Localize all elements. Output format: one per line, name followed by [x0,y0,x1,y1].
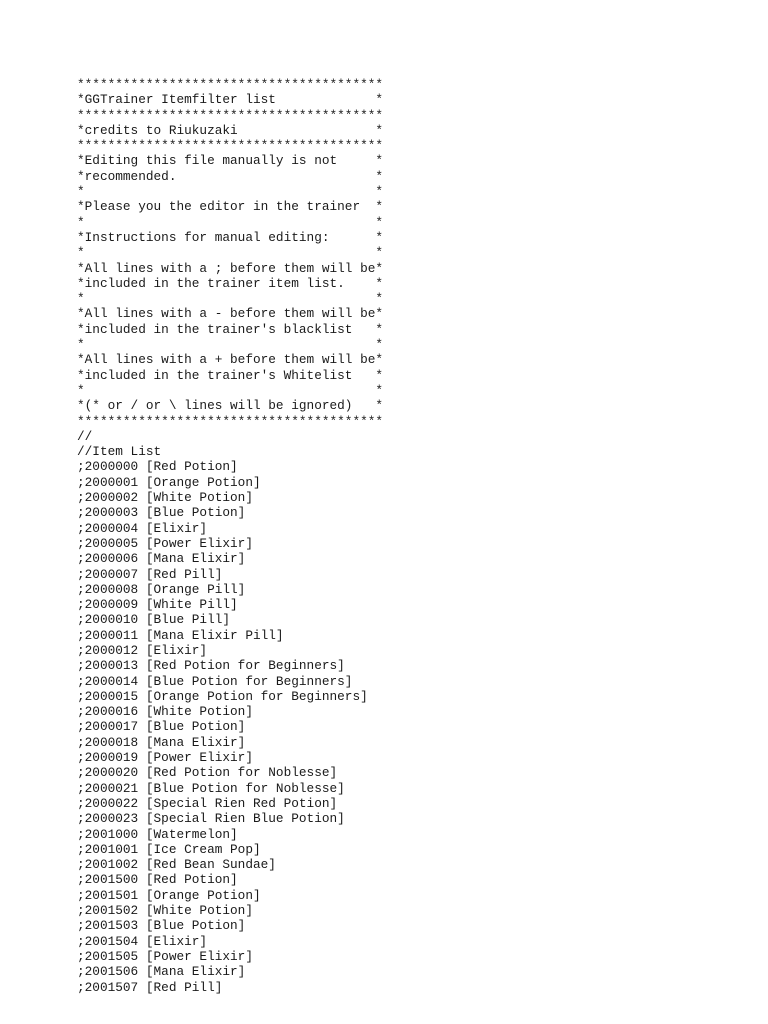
item-entry-line: ;2001001 [Ice Cream Pop] [77,841,261,857]
blank-comment-line: * * [77,337,384,353]
item-entry-line: ;2000010 [Blue Pill] [77,612,231,628]
instructions-heading-line: *Instructions for manual editing: * [77,229,384,245]
instruction-line: *All lines with a ; before them will be* [77,260,384,276]
header-border-line: **************************************** [77,107,384,123]
item-entry-line: ;2001504 [Elixir] [77,933,208,949]
item-entry-line: ;2000004 [Elixir] [77,520,208,536]
item-entry-line: ;2000015 [Orange Potion for Beginners] [77,688,368,704]
instruction-line: *All lines with a - before them will be* [77,306,384,322]
instruction-line: *All lines with a + before them will be* [77,352,384,368]
item-entry-line: ;2000003 [Blue Potion] [77,505,246,521]
item-entry-line: ;2000012 [Elixir] [77,642,208,658]
instruction-line: *included in the trainer's blacklist * [77,321,384,337]
item-entry-line: ;2000021 [Blue Potion for Noblesse] [77,780,345,796]
item-entry-line: ;2000013 [Red Potion for Beginners] [77,658,345,674]
blank-comment-line: * * [77,214,384,230]
item-entry-line: ;2000007 [Red Pill] [77,566,223,582]
item-entry-line: ;2000009 [White Pill] [77,597,238,613]
blank-comment-line: * * [77,382,384,398]
item-entry-line: ;2001507 [Red Pill] [77,979,223,995]
item-entry-line: ;2001000 [Watermelon] [77,826,238,842]
header-border-line: **************************************** [77,77,384,92]
item-entry-line: ;2000018 [Mana Elixir] [77,734,246,750]
header-border-line: **************************************** [77,413,384,429]
blank-comment-line: * * [77,184,384,200]
item-entry-line: ;2000023 [Special Rien Blue Potion] [77,811,345,827]
item-entry-line: ;2001002 [Red Bean Sundae] [77,857,276,873]
item-entry-line: ;2000001 [Orange Potion] [77,474,261,490]
item-entry-line: ;2001502 [White Potion] [77,903,253,919]
item-entry-line: ;2000000 [Red Potion] [77,459,238,475]
instruction-line: *included in the trainer's Whitelist * [77,367,384,383]
item-list-heading-line: //Item List [77,444,162,460]
header-border-line: **************************************** [77,138,384,154]
item-entry-line: ;2001501 [Orange Potion] [77,887,261,903]
item-entry-line: ;2000014 [Blue Potion for Beginners] [77,673,353,689]
item-entry-line: ;2000005 [Power Elixir] [77,535,253,551]
comment-line: // [77,428,93,444]
item-entry-line: ;2001506 [Mana Elixir] [77,964,246,980]
blank-comment-line: * * [77,291,384,307]
instruction-line: *included in the trainer item list. * [77,275,384,291]
item-entry-line: ;2000002 [White Potion] [77,490,253,506]
item-entry-line: ;2001505 [Power Elixir] [77,948,253,964]
item-entry-line: ;2001500 [Red Potion] [77,872,238,888]
item-entry-line: ;2000011 [Mana Elixir Pill] [77,627,284,643]
item-entry-line: ;2000020 [Red Potion for Noblesse] [77,765,338,781]
item-entry-line: ;2001503 [Blue Potion] [77,918,246,934]
warning-line: *Editing this file manually is not * [77,153,384,169]
item-entry-line: ;2000006 [Mana Elixir] [77,551,246,567]
item-entry-line: ;2000017 [Blue Potion] [77,719,246,735]
credits-line: *credits to Riukuzaki * [77,122,384,138]
item-filter-document [77,77,383,995]
item-entry-line: ;2000008 [Orange Pill] [77,581,246,597]
file-title-line: *GGTrainer Itemfilter list * [77,92,384,108]
instruction-line: *(* or / or \ lines will be ignored) * [77,398,384,414]
warning-line: *recommended. * [77,168,384,184]
item-entry-line: ;2000016 [White Potion] [77,704,253,720]
item-entry-line: ;2000019 [Power Elixir] [77,750,253,766]
editor-note-line: *Please you the editor in the trainer * [77,199,384,215]
blank-comment-line: * * [77,245,384,261]
item-entry-line: ;2000022 [Special Rien Red Potion] [77,795,338,811]
